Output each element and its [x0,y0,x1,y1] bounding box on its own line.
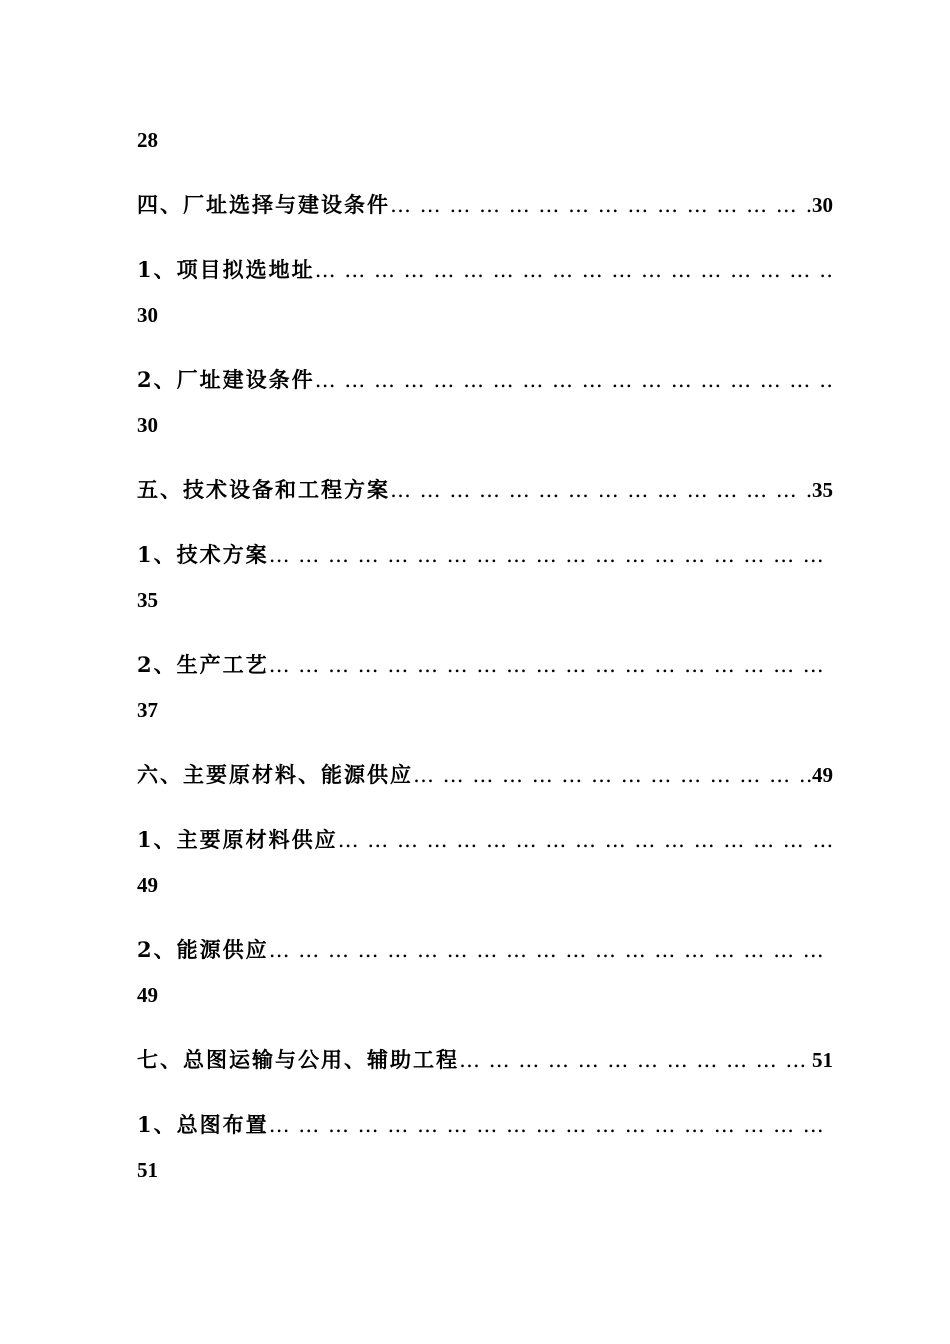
dot-leader [269,650,833,680]
toc-entry-section-4[interactable] [137,190,833,220]
toc-entry-page: 51 [137,1158,158,1182]
dot-leader [315,365,833,395]
toc-entry-6-2[interactable] [137,935,833,965]
toc-entry-page: 30 [137,303,158,327]
toc-page-number: 28 [137,128,158,152]
toc-entry-title: 五、技术设备和工程方案 [137,477,390,502]
dot-leader [338,825,833,855]
toc-entry-title: 1、项目拟选地址 [137,257,315,282]
toc-entry-4-2[interactable] [137,365,833,395]
toc-entry-section-5[interactable] [137,475,833,505]
toc-entry-title: 1、技术方案 [137,542,269,567]
toc-entry-5-2[interactable] [137,650,833,680]
toc-entry-page: 51 [812,1048,833,1072]
toc-entry-section-6[interactable] [137,760,833,790]
toc-entry-page: 49 [812,763,833,787]
toc-entry-title: 七、总图运输与公用、辅助工程 [137,1047,459,1072]
toc-entry-title: 六、主要原材料、能源供应 [137,762,413,787]
toc-entry-page: 30 [812,193,833,217]
toc-entry-title: 2、厂址建设条件 [137,367,315,392]
toc-entry-page: 49 [137,873,158,897]
dot-leader [269,935,833,965]
toc-entry-title: 四、厂址选择与建设条件 [137,192,390,217]
toc-entry-5-1[interactable] [137,540,833,570]
dot-leader [269,540,833,570]
dot-leader [390,190,812,220]
toc-entry-6-1[interactable] [137,825,833,855]
toc-entry-title: 1、总图布置 [137,1112,269,1137]
toc-entry-page: 35 [137,588,158,612]
toc-entry-4-1[interactable] [137,255,833,285]
toc-entry-page: 30 [137,413,158,437]
dot-leader [269,1110,833,1140]
dot-leader [315,255,833,285]
toc-entry-section-7[interactable] [137,1045,833,1075]
toc-entry-page: 35 [812,478,833,502]
toc-entry-page: 37 [137,698,158,722]
dot-leader [413,760,812,790]
toc-entry-title: 2、能源供应 [137,937,269,962]
toc-entry-page: 49 [137,983,158,1007]
dot-leader [459,1045,812,1075]
dot-leader [390,475,812,505]
toc-entry-title: 1、主要原材料供应 [137,827,338,852]
toc-entry-title: 2、生产工艺 [137,652,269,677]
toc-entry-7-1[interactable] [137,1110,833,1140]
